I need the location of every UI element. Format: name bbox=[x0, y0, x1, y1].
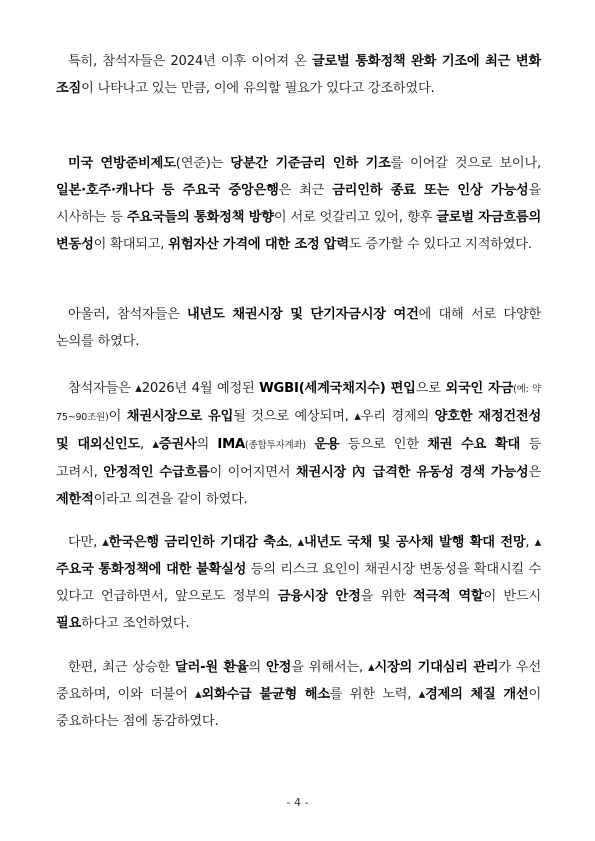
emphasis-text: 달러-원 환율 bbox=[175, 660, 249, 675]
body-text: 다만, ▴ bbox=[68, 535, 109, 550]
body-text: 을 위해서는, ▴ bbox=[291, 660, 375, 675]
annotation-text: (예: 약 75~90조원) bbox=[56, 384, 542, 423]
para-fx bbox=[56, 654, 541, 735]
emphasis-text: 글로벌 통화정책 완화 기조에 최근 변화 조짐 bbox=[56, 54, 541, 96]
emphasis-text: 위험자산 가격에 대한 조정 압력 bbox=[168, 237, 349, 252]
emphasis-text: 채권시장으로 유입 bbox=[126, 409, 234, 424]
body-text: 를 이어갈 것으로 보이나, bbox=[390, 156, 542, 171]
body-text: 이 bbox=[108, 409, 127, 424]
emphasis-text: 주요국 통화정책에 대한 불확실성 bbox=[56, 562, 247, 577]
page-number: - 4 - bbox=[286, 796, 309, 809]
para-risks bbox=[56, 529, 541, 637]
body-text: 등으로 인한 bbox=[339, 437, 428, 452]
body-text: 하다고 조언하였다. bbox=[81, 616, 190, 631]
body-text: 은 bbox=[528, 465, 542, 480]
emphasis-text: WGBI(세계국채지수) 편입 bbox=[259, 381, 416, 396]
emphasis-text: 한국은행 금리인하 기대감 축소 bbox=[108, 535, 289, 550]
emphasis-text: IMA bbox=[217, 437, 246, 452]
body-text: 이라고 의견을 같이 하였다. bbox=[93, 492, 248, 507]
emphasis-text: 채권 수요 확대 bbox=[427, 437, 521, 452]
body-text: 도 증가할 수 있다고 지적하였다. bbox=[348, 237, 532, 252]
body-text: 이 나타나고 있는 만큼, 이에 유의할 필요가 있다고 강조하였다. bbox=[81, 81, 435, 96]
emphasis-text: 제한적 bbox=[56, 492, 94, 507]
emphasis-text: 내년도 국채 및 공사채 발행 확대 전망 bbox=[303, 535, 526, 550]
emphasis-text: 외국인 자금 bbox=[445, 381, 514, 396]
body-text: 이 서로 엇갈리고 있어, 향후 bbox=[273, 210, 437, 225]
emphasis-text: 양호한 재정건전성 및 대외신인도 bbox=[56, 409, 541, 452]
body-text: 될 것으로 예상되며, ▴우리 경제의 bbox=[233, 409, 435, 424]
emphasis-text: 시장의 기대심리 관리 bbox=[374, 660, 499, 675]
body-text: 이 이어지면서 bbox=[209, 465, 296, 480]
body-text: , ▴ bbox=[140, 437, 159, 452]
para-bond-discussion bbox=[56, 301, 541, 355]
emphasis-text: 증권사 bbox=[158, 437, 197, 452]
emphasis-text: 채권시장 內 급격한 유동성 경색 가능성 bbox=[295, 465, 529, 480]
body-text: , ▴ bbox=[525, 535, 541, 550]
body-text: (연준)는 bbox=[175, 156, 231, 171]
body-text: 을 시사하는 등 bbox=[56, 183, 541, 225]
body-text: 에 대해 서로 다양한 논의를 하였다. bbox=[56, 307, 541, 349]
emphasis-text: 외화수급 불균형 해소 bbox=[201, 687, 330, 702]
emphasis-text: 금융시장 안정 bbox=[277, 589, 361, 604]
emphasis-text: 안정 bbox=[266, 660, 292, 675]
annotation-text: (종합투자계좌) bbox=[245, 440, 306, 451]
emphasis-text: 경제의 체질 개선 bbox=[425, 687, 529, 702]
body-text: 이 중요하다는 점에 동감하였다. bbox=[56, 687, 541, 729]
body-text: 참석자들은 ▴2026년 4월 예정된 bbox=[68, 381, 260, 396]
body-text: 가 우선 중요하며, 이와 더불어 ▴ bbox=[56, 660, 541, 702]
body-text: 의 bbox=[196, 437, 218, 452]
body-text: 으로 bbox=[415, 381, 446, 396]
emphasis-text: 안정적인 수급흐름 bbox=[103, 465, 210, 480]
emphasis-text: 글로벌 자금흐름의 변동성 bbox=[56, 210, 541, 252]
emphasis-text: 필요 bbox=[56, 616, 82, 631]
emphasis-text: 운용 bbox=[314, 437, 340, 452]
body-text: 아울러, 참석자들은 bbox=[68, 307, 187, 322]
body-text: 을 위한 bbox=[360, 589, 413, 604]
body-text: 의 bbox=[248, 660, 267, 675]
body-text: 등의 리스크 요인이 채권시장 변동성을 확대시킬 수 있다고 언급하면서, 앞으로도 정부의 bbox=[56, 562, 541, 604]
body-text: 이 확대되고, bbox=[93, 237, 169, 252]
body-text: , ▴ bbox=[288, 535, 304, 550]
body-text: 특히, 참석자들은 2024년 이후 이어져 온 bbox=[68, 54, 312, 69]
body-text: 를 위한 노력, ▴ bbox=[329, 687, 426, 702]
emphasis-text: 미국 연방준비제도 bbox=[68, 156, 176, 171]
emphasis-text: 금리인하 종료 또는 인상 가능성 bbox=[332, 183, 529, 198]
body-text: 등 고려시, bbox=[56, 437, 542, 480]
emphasis-text: 일본·호주·캐나다 등 주요국 중앙은행 bbox=[56, 183, 279, 198]
para-wgbi bbox=[56, 375, 541, 513]
para-globalpolicy bbox=[56, 48, 541, 102]
emphasis-text: 적극적 역할 bbox=[412, 589, 484, 604]
emphasis-text: 주요국들의 통화정책 방향 bbox=[126, 210, 274, 225]
body-text: 이 반드시 bbox=[483, 589, 542, 604]
emphasis-text: 내년도 채권시장 및 단기자금시장 여건 bbox=[187, 307, 419, 322]
body-text: 한편, 최근 상승한 bbox=[68, 660, 176, 675]
emphasis-text: 당분간 기준금리 인하 기조 bbox=[230, 156, 391, 171]
body-text: 은 최근 bbox=[278, 183, 333, 198]
para-fed-outlook bbox=[56, 150, 541, 258]
